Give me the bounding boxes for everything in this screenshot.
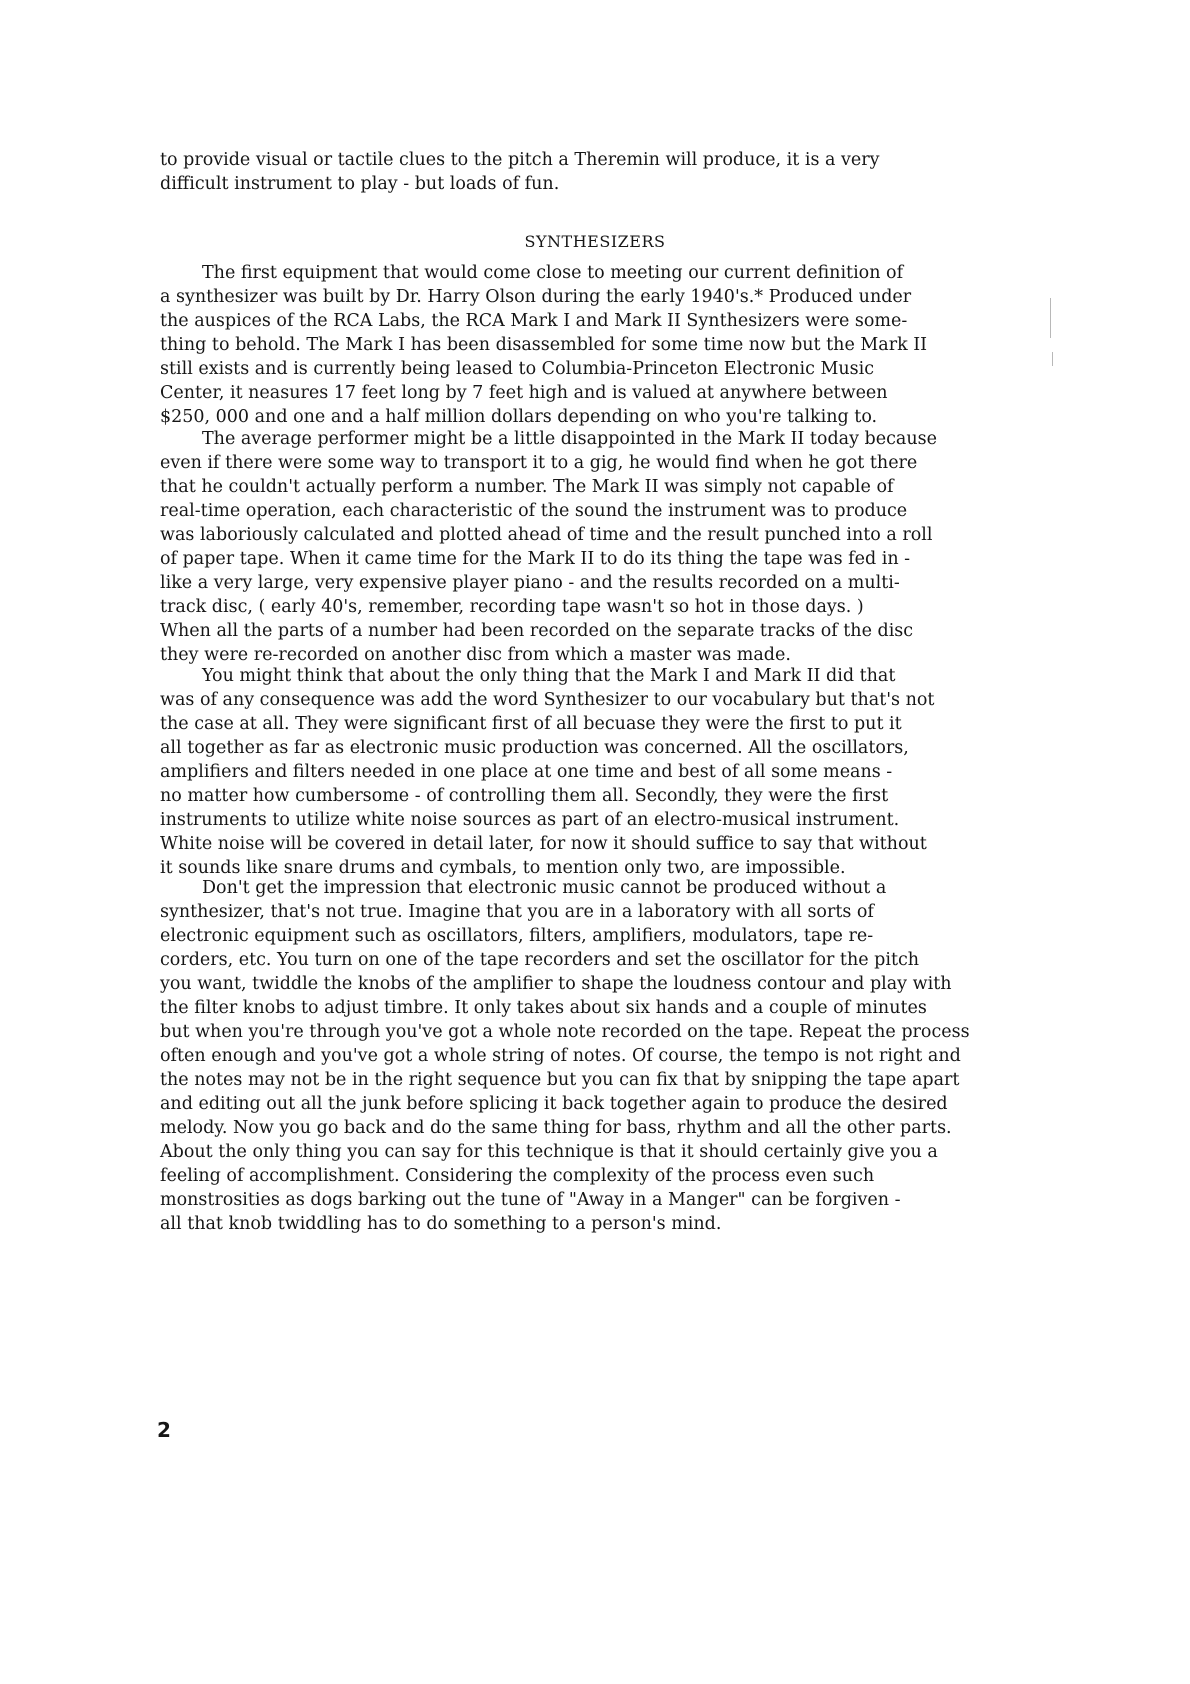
text-line: all together as far as electronic music production was concerned. All the oscillators, [160, 738, 909, 758]
text-line: monstrosities as dogs barking out the tune of "Away in a Manger" can be forgiven - [160, 1190, 901, 1210]
text-line: track disc, ( early 40's, remember, recording tape wasn't so hot in those days. ) [160, 597, 864, 617]
text-line: $250, 000 and one and a half million dollars depending on who you're talking to. [160, 407, 878, 427]
text-line: amplifiers and filters needed in one place at one time and best of all some means - [160, 762, 893, 782]
text-line: the notes may not be in the right sequence but you can fix that by snipping the tape apart [160, 1070, 960, 1090]
text-line: the filter knobs to adjust timbre. It only takes about six hands and a couple of minutes [160, 998, 927, 1018]
text-line: instruments to utilize white noise sources as part of an electro-musical instrument. [160, 810, 900, 830]
text-line: a synthesizer was built by Dr. Harry Olson during the early 1940's.* Produced under [160, 287, 912, 307]
text-line: difficult instrument to play - but loads of fun. [160, 174, 560, 194]
text-line: but when you're through you've got a whole note recorded on the tape. Repeat the process [160, 1022, 970, 1042]
text-line: You might think that about the only thing that the Mark I and Mark II did that [202, 666, 896, 686]
scan-margin-mark [1050, 298, 1051, 338]
text-line: of paper tape. When it came time for the Mark II to do its thing the tape was fed in - [160, 549, 911, 569]
text-line: all that knob twiddling has to do something to a person's mind. [160, 1214, 722, 1234]
text-line: Don't get the impression that electronic music cannot be produced without a [202, 878, 887, 898]
section-heading: SYNTHESIZERS [524, 232, 666, 251]
text-line: often enough and you've got a whole string of notes. Of course, the tempo is not right and [160, 1046, 961, 1066]
text-line: Center, it neasures 17 feet long by 7 feet high and is valued at anywhere between [160, 383, 888, 403]
text-line: to provide visual or tactile clues to the pitch a Theremin will produce, it is a very [160, 150, 880, 170]
text-line: melody. Now you go back and do the same thing for bass, rhythm and all the other parts. [160, 1118, 952, 1138]
text-line: and editing out all the junk before splicing it back together again to produce the desired [160, 1094, 948, 1114]
text-line: synthesizer, that's not true. Imagine that you are in a laboratory with all sorts of [160, 902, 874, 922]
page-number: 2 [157, 1418, 171, 1442]
paragraph-3 [160, 664, 1040, 880]
text-line: no matter how cumbersome - of controlling them all. Secondly, they were the first [160, 786, 889, 806]
text-line: real-time operation, each characteristic of the sound the instrument was to produce [160, 501, 908, 521]
text-line: was laboriously calculated and plotted ahead of time and the result punched into a roll [160, 525, 933, 545]
text-line: even if there were some way to transport it to a gig, he would find when he got there [160, 453, 918, 473]
paragraph-4 [160, 876, 1040, 1236]
paragraph-2 [160, 427, 1040, 667]
text-line: you want, twiddle the knobs of the amplifier to shape the loudness contour and play with [160, 974, 952, 994]
intro-paragraph [160, 148, 1040, 196]
text-line: electronic equipment such as oscillators, filters, amplifiers, modulators, tape re- [160, 926, 874, 946]
text-line: When all the parts of a number had been recorded on the separate tracks of the disc [160, 621, 914, 641]
text-line: like a very large, very expensive player piano - and the results recorded on a multi- [160, 573, 900, 593]
text-line: was of any consequence was add the word Synthesizer to our vocabulary but that's not [160, 690, 935, 710]
text-line: it sounds like snare drums and cymbals, to mention only two, are impossible. [160, 858, 846, 878]
text-line: they were re-recorded on another disc from which a master was made. [160, 645, 791, 665]
text-line: the auspices of the RCA Labs, the RCA Mark I and Mark II Synthesizers were some- [160, 311, 908, 331]
text-line: thing to behold. The Mark I has been disassembled for some time now but the Mark II [160, 335, 928, 355]
text-line: that he couldn't actually perform a number. The Mark II was simply not capable of [160, 477, 894, 497]
text-line: still exists and is currently being leased to Columbia-Princeton Electronic Music [160, 359, 875, 379]
scan-margin-mark [1052, 352, 1053, 366]
text-line: The first equipment that would come close to meeting our current definition of [202, 263, 904, 283]
text-line: About the only thing you can say for this technique is that it should certainly give you a [160, 1142, 938, 1162]
text-line: White noise will be covered in detail later, for now it should suffice to say that without [160, 834, 927, 854]
text-line: the case at all. They were significant first of all becuase they were the first to put it [160, 714, 902, 734]
text-line: The average performer might be a little disappointed in the Mark II today because [202, 429, 937, 449]
text-line: feeling of accomplishment. Considering the complexity of the process even such [160, 1166, 875, 1186]
paragraph-1 [160, 261, 1040, 429]
text-line: corders, etc. You turn on one of the tape recorders and set the oscillator for the pitch [160, 950, 920, 970]
